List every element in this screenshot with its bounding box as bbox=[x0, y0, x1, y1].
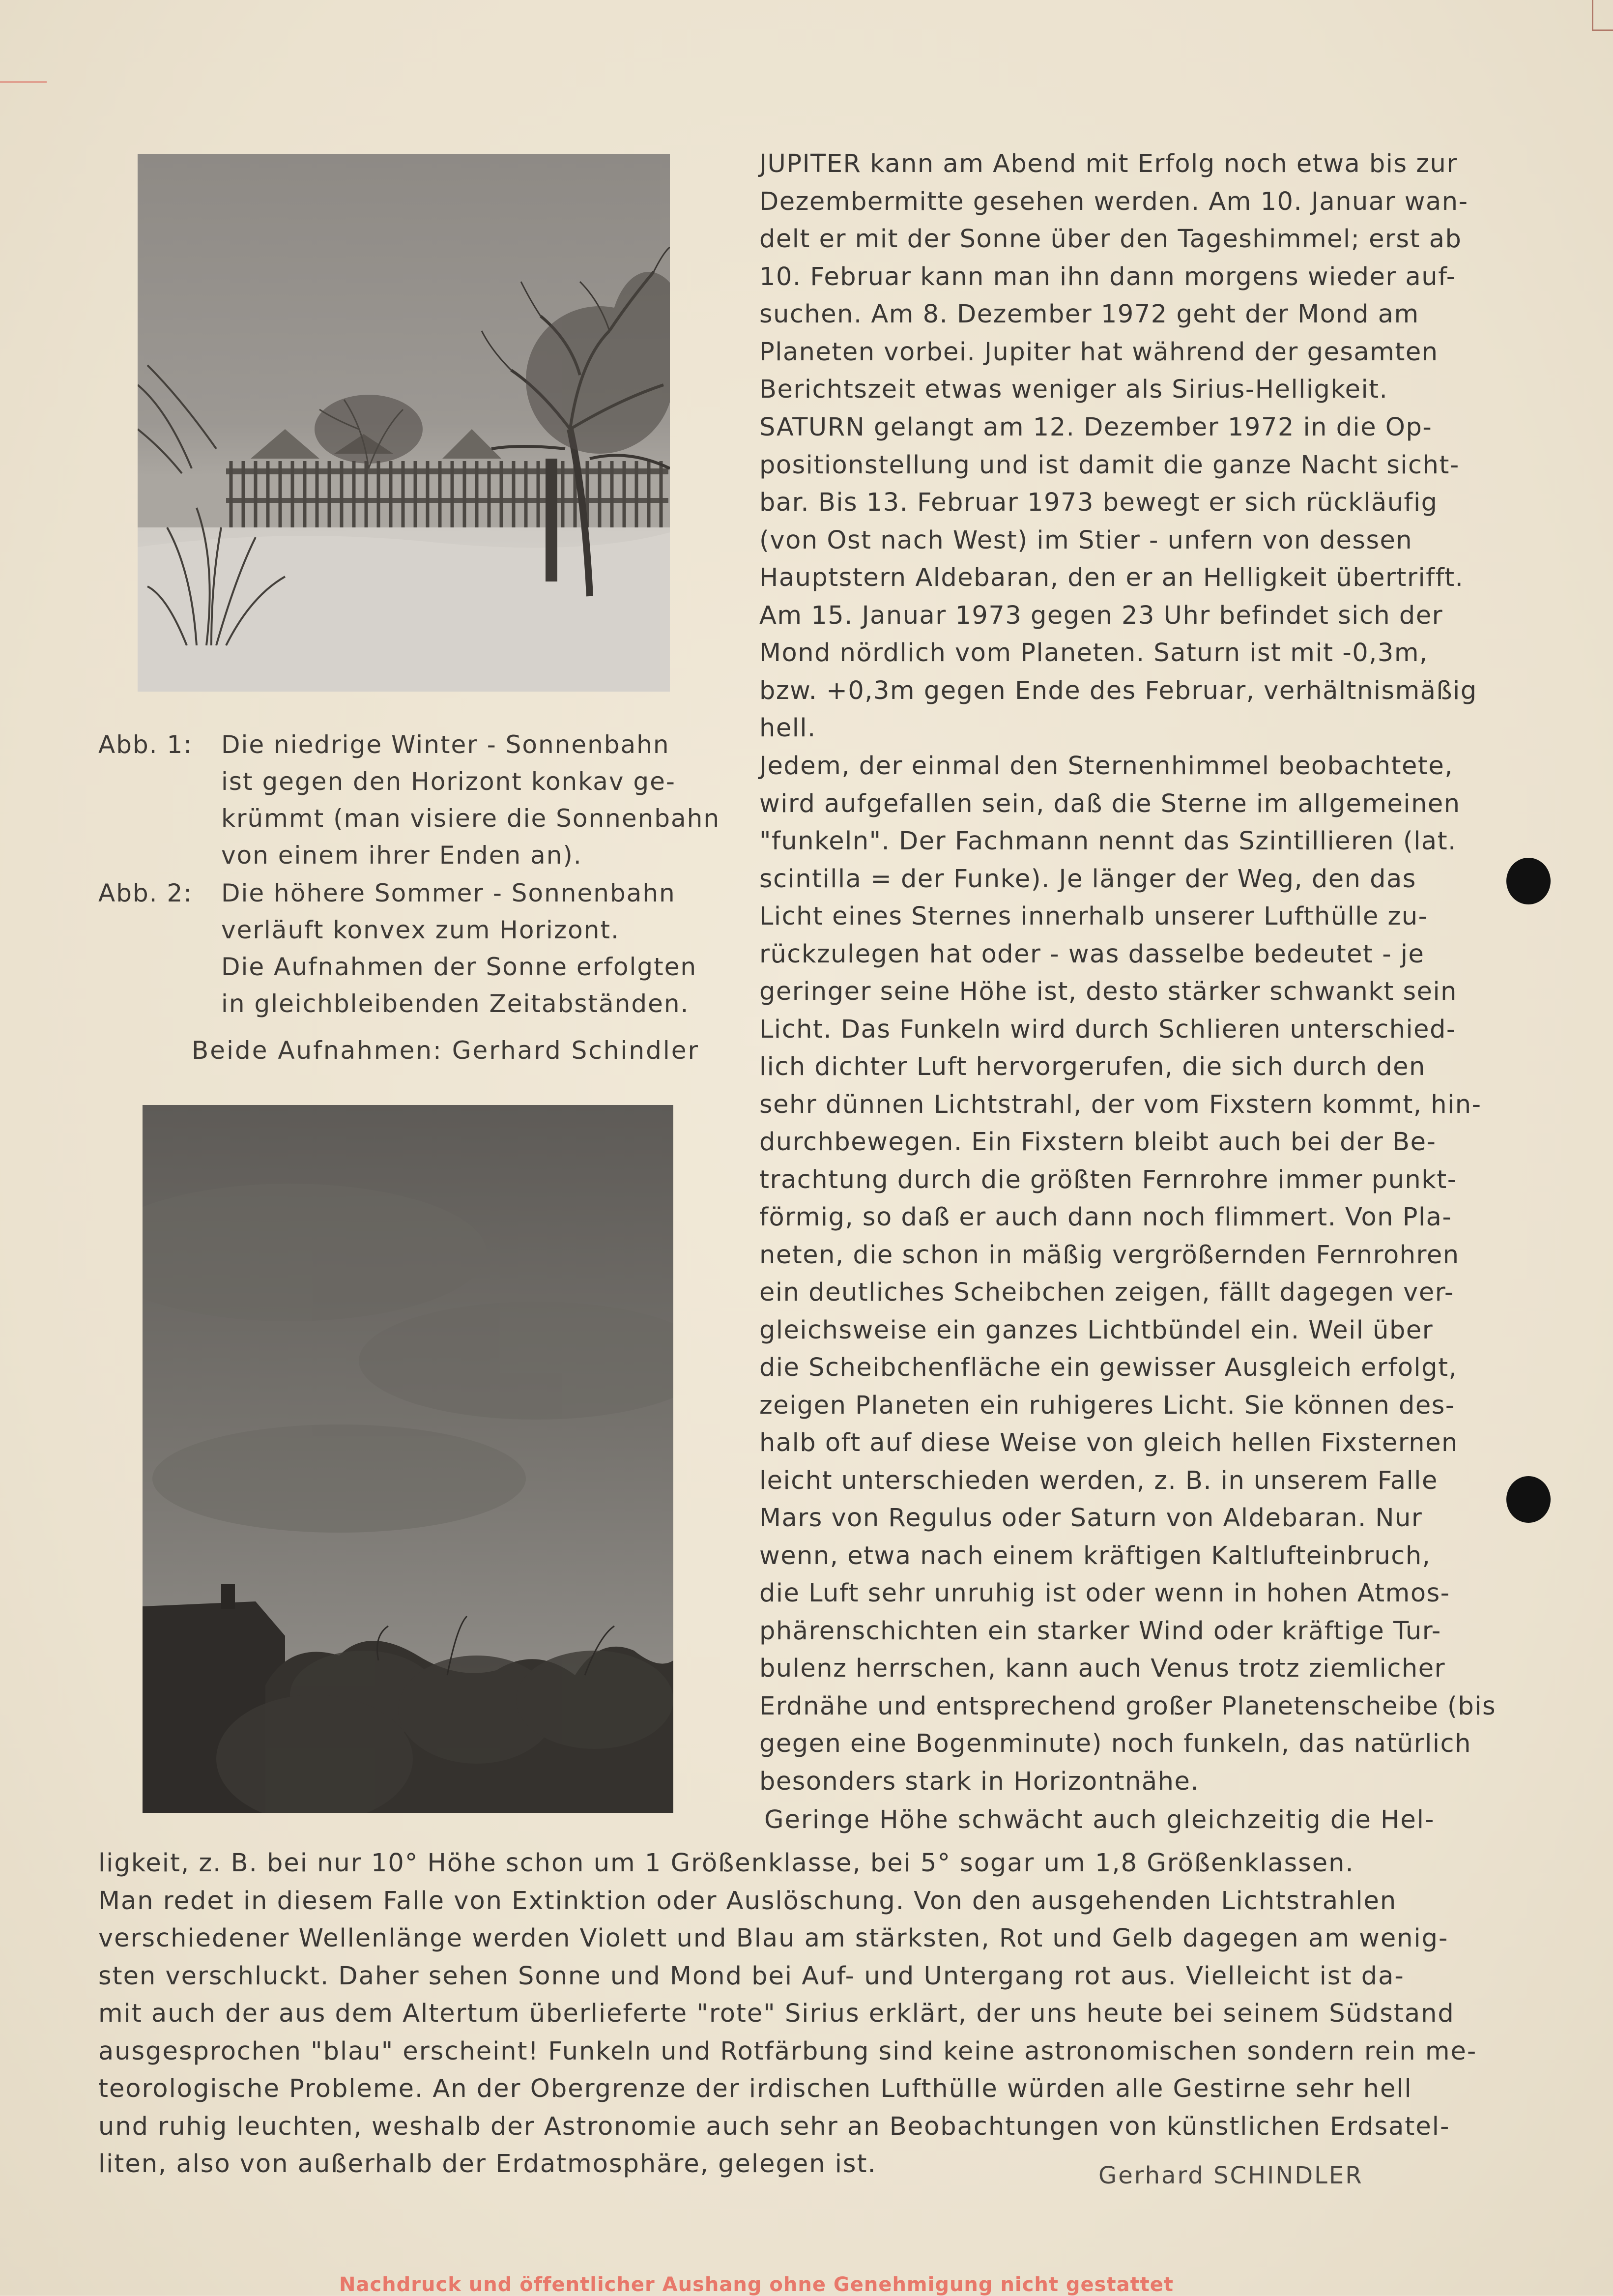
text-line: bzw. +0,3m gegen Ende des Februar, verhältnismäßig bbox=[759, 676, 1477, 705]
text-line: Man redet in diesem Falle von Extinktion oder Auslöschung. Von den ausgehenden Lichtstrahlen bbox=[98, 1886, 1397, 1916]
text-line: trachtung durch die größten Fernrohre immer punkt- bbox=[759, 1165, 1457, 1194]
text-line: förmig, so daß er auch dann noch flimmert. Von Pla- bbox=[759, 1203, 1452, 1232]
text-line: (von Ost nach West) im Stier - unfern von dessen bbox=[759, 525, 1413, 555]
text-line: Erdnähe und entsprechend großer Planetenscheibe (bis bbox=[759, 1691, 1497, 1721]
text-line: Berichtszeit etwas weniger als Sirius-Helligkeit. bbox=[759, 375, 1388, 404]
text-line: wenn, etwa nach einem kräftigen Kaltlufteinbruch, bbox=[759, 1541, 1431, 1570]
text-line: Dezembermitte gesehen werden. Am 10. Januar wan- bbox=[759, 187, 1469, 216]
text-line: Hauptstern Aldebaran, den er an Helligkeit übertrifft. bbox=[759, 563, 1464, 592]
text-line: hell. bbox=[759, 714, 816, 743]
extinction-paragraph-first-line: Geringe Höhe schwächt auch gleichzeitig die Hel- bbox=[764, 1805, 1435, 1834]
text-line: bar. Bis 13. Februar 1973 bewegt er sich rückläufig bbox=[759, 488, 1438, 517]
text-line: teorologische Probleme. An der Obergrenze der irdischen Lufthülle würden alle Gestirne sehr hell bbox=[98, 2074, 1412, 2103]
text-line: wird aufgefallen sein, daß die Sterne im allgemeinen bbox=[759, 789, 1461, 818]
text-line: ein deutliches Scheibchen zeigen, fällt dagegen ver- bbox=[759, 1278, 1454, 1307]
winter-sun-path-photo bbox=[138, 154, 670, 692]
text-line: lich dichter Luft hervorgerufen, die sich durch den bbox=[759, 1052, 1426, 1081]
text-line: leicht unterschieden werden, z. B. in unserem Falle bbox=[759, 1466, 1438, 1495]
punch-hole bbox=[1506, 858, 1551, 904]
photo-credit: Beide Aufnahmen: Gerhard Schindler bbox=[192, 1036, 700, 1065]
caption-line: krümmt (man visiere die Sonnenbahn bbox=[221, 804, 720, 833]
text-line: scintilla = der Funke). Je länger der Weg, den das bbox=[759, 864, 1416, 894]
saturn-paragraph bbox=[759, 409, 1497, 748]
summer-sun-path-photo bbox=[143, 1105, 673, 1813]
text-line: phärenschichten ein starker Wind oder kräftige Tur- bbox=[759, 1616, 1441, 1646]
text-line: suchen. Am 8. Dezember 1972 geht der Mond am bbox=[759, 300, 1419, 329]
text-line: Mond nördlich vom Planeten. Saturn ist mit -0,3m, bbox=[759, 639, 1428, 668]
text-line: gegen eine Bogenminute) noch funkeln, das natürlich bbox=[759, 1729, 1471, 1758]
text-line: 10. Februar kann man ihn dann morgens wieder auf- bbox=[759, 262, 1456, 291]
text-line: besonders stark in Horizontnähe. bbox=[759, 1767, 1200, 1796]
caption-line: Die Aufnahmen der Sonne erfolgten bbox=[221, 953, 697, 981]
text-line: die Luft sehr unruhig ist oder wenn in hohen Atmos- bbox=[759, 1579, 1450, 1608]
figure-2-caption bbox=[98, 875, 816, 1022]
corner-mark bbox=[1592, 0, 1613, 31]
text-line: mit auch der aus dem Altertum überlieferte "rote" Sirius erklärt, der uns heute bei seinem Südstand bbox=[98, 1999, 1455, 2028]
edge-mark bbox=[0, 81, 47, 83]
text-line: geringer seine Höhe ist, desto stärker schwankt sein bbox=[759, 977, 1457, 1006]
caption-line: verläuft konvex zum Horizont. bbox=[221, 916, 620, 944]
text-line: gleichsweise ein ganzes Lichtbündel ein. Weil über bbox=[759, 1315, 1434, 1345]
caption-line: Die höhere Sommer - Sonnenbahn bbox=[221, 879, 676, 907]
text-line: "funkeln". Der Fachmann nennt das Szintillieren (lat. bbox=[759, 827, 1457, 856]
caption-line: Die niedrige Winter - Sonnenbahn bbox=[221, 730, 670, 759]
extinction-paragraph bbox=[98, 1845, 1524, 2183]
author-signature: Gerhard SCHINDLER bbox=[1098, 2162, 1363, 2189]
text-line: Licht. Das Funkeln wird durch Schlieren unterschied- bbox=[759, 1015, 1456, 1044]
text-line: SATURN gelangt am 12. Dezember 1972 in die Op- bbox=[759, 413, 1433, 442]
text-line: ligkeit, z. B. bei nur 10° Höhe schon um 1 Größenklasse, bei 5° sogar um 1,8 Größenklassen. bbox=[98, 1849, 1354, 1878]
text-line: Am 15. Januar 1973 gegen 23 Uhr befindet sich der bbox=[759, 601, 1443, 630]
figure-2-label: Abb. 2: bbox=[98, 879, 193, 907]
text-line: halb oft auf diese Weise von gleich hellen Fixsternen bbox=[759, 1428, 1458, 1457]
text-line: Mars von Regulus oder Saturn von Aldebaran. Nur bbox=[759, 1504, 1423, 1533]
text-line: rückzulegen hat oder - was dasselbe bedeutet - je bbox=[759, 939, 1425, 969]
scintillation-paragraph bbox=[759, 748, 1497, 1801]
caption-line: in gleichbleibenden Zeitabständen. bbox=[221, 989, 690, 1018]
figure-1-caption bbox=[98, 727, 816, 874]
text-line: Licht eines Sternes innerhalb unserer Lufthülle zu- bbox=[759, 902, 1428, 931]
text-line: ausgesprochen "blau" erscheint! Funkeln und Rotfärbung sind keine astronomischen sondern rein me- bbox=[98, 2036, 1477, 2066]
text-line: sehr dünnen Lichtstrahl, der vom Fixstern kommt, hin- bbox=[759, 1090, 1482, 1119]
text-line: bulenz herrschen, kann auch Venus trotz ziemlicher bbox=[759, 1654, 1446, 1683]
text-line: Jedem, der einmal den Sternenhimmel beobachtete, bbox=[759, 752, 1454, 781]
text-line: delt er mit der Sonne über den Tageshimmel; erst ab bbox=[759, 225, 1462, 254]
text-line: JUPITER kann am Abend mit Erfolg noch etwa bis zur bbox=[759, 149, 1458, 178]
text-line: und ruhig leuchten, weshalb der Astronomie auch sehr an Beobachtungen von künstlichen Erdsatel- bbox=[98, 2112, 1450, 2141]
text-line: positionstellung und ist damit die ganze Nacht sicht- bbox=[759, 450, 1460, 480]
text-line: neten, die schon in mäßig vergrößernden Fernrohren bbox=[759, 1240, 1460, 1270]
text-line: sten verschluckt. Daher sehen Sonne und Mond bei Auf- und Untergang rot aus. Vielleicht ist da- bbox=[98, 1961, 1405, 1991]
text-line: durchbewegen. Ein Fixstern bleibt auch bei der Be- bbox=[759, 1128, 1437, 1157]
punch-hole bbox=[1506, 1476, 1551, 1523]
text-line: liten, also von außerhalb der Erdatmosphäre, gelegen ist. bbox=[98, 2150, 877, 2179]
reprint-notice: Nachdruck und öffentlicher Aushang ohne Genehmigung nicht gestattet bbox=[339, 2273, 1174, 2296]
text-line: die Scheibchenfläche ein gewisser Ausgleich erfolgt, bbox=[759, 1353, 1458, 1382]
caption-line: ist gegen den Horizont konkav ge- bbox=[221, 767, 676, 796]
text-line: verschiedener Wellenlänge werden Violett und Blau am stärksten, Rot und Gelb dagegen am wenig- bbox=[98, 1924, 1449, 1953]
text-line: zeigen Planeten ein ruhigeres Licht. Sie können des- bbox=[759, 1391, 1455, 1420]
text-line: Planeten vorbei. Jupiter hat während der gesamten bbox=[759, 337, 1439, 367]
figure-1-label: Abb. 1: bbox=[98, 730, 193, 759]
caption-line: von einem ihrer Enden an). bbox=[221, 841, 582, 870]
jupiter-paragraph bbox=[759, 145, 1497, 409]
